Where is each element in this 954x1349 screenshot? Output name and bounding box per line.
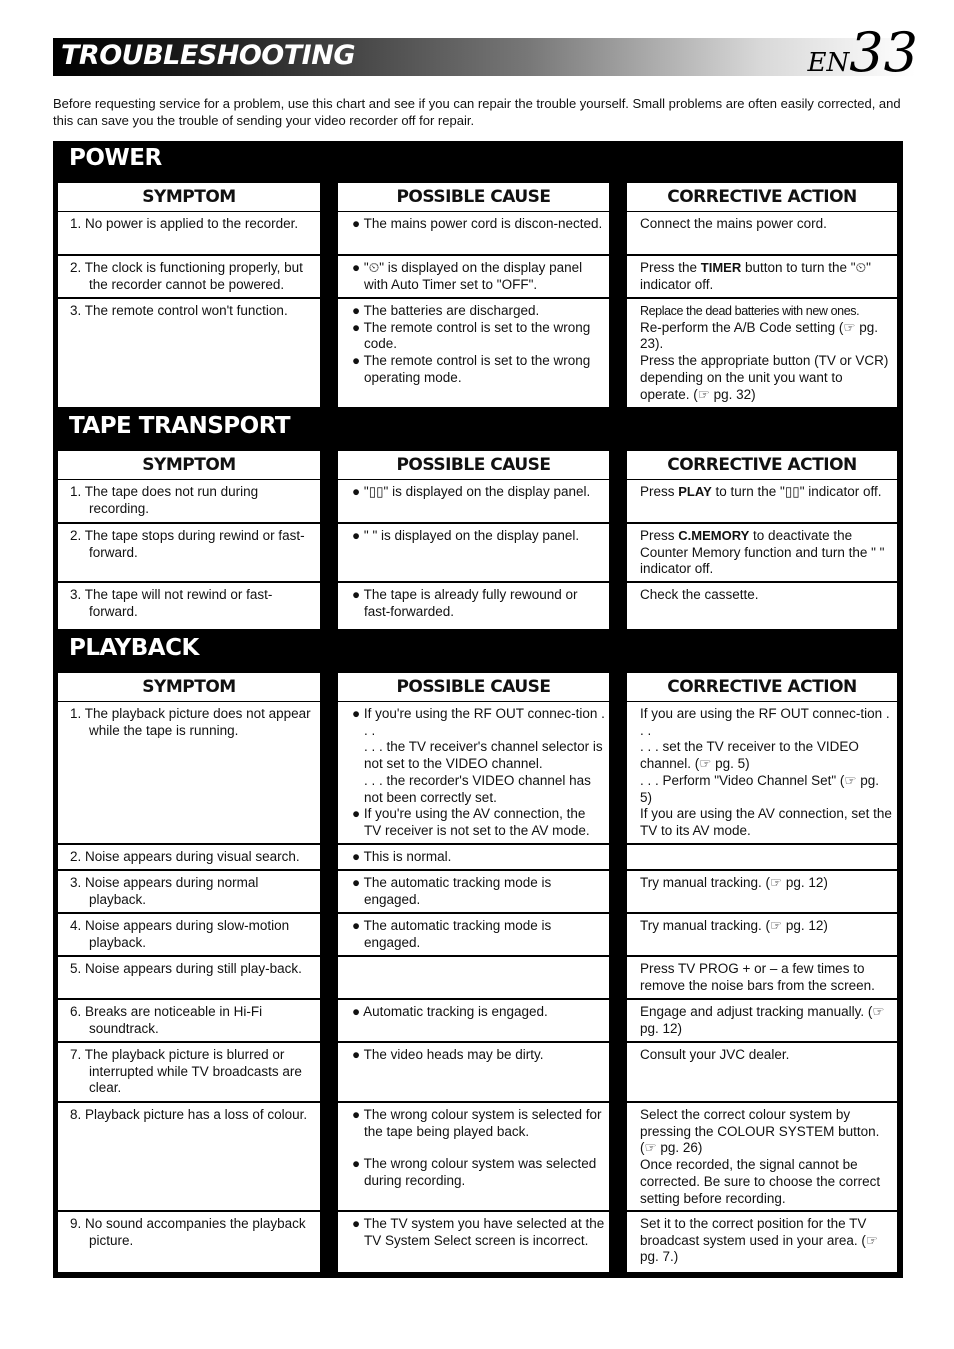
cause-bullet: ● The automatic tracking mode is engaged. bbox=[352, 918, 552, 950]
cause-bullet: ● "▯▯" is displayed on the display panel. bbox=[352, 484, 591, 499]
symptom-cell: 2. Noise appears during visual search. bbox=[58, 845, 320, 869]
cause-cell bbox=[338, 212, 609, 254]
symptom-cell: 2. The clock is functioning properly, but the recorder cannot be powered. bbox=[58, 256, 320, 297]
cause-cell bbox=[338, 256, 609, 297]
symptom-cell: 8. Playback picture has a loss of colour. bbox=[58, 1103, 320, 1210]
section-title-power: POWER bbox=[69, 145, 162, 171]
cause-cell bbox=[338, 1212, 609, 1272]
cause-column-header: POSSIBLE CAUSE bbox=[338, 451, 609, 479]
cause-spacer bbox=[338, 1140, 605, 1156]
symptom-cell: 3. The tape will not rewind or fast-forward. bbox=[58, 583, 320, 629]
cause-cell bbox=[338, 957, 609, 998]
cause-column-header: POSSIBLE CAUSE bbox=[338, 673, 609, 701]
action-text: Press bbox=[640, 528, 679, 543]
cause-column-header: POSSIBLE CAUSE bbox=[338, 183, 609, 211]
action-text: Try manual tracking. (☞ pg. 12) bbox=[640, 875, 828, 890]
symptom-column-header: SYMPTOM bbox=[58, 673, 320, 701]
cause-bullet: ● Automatic tracking is engaged. bbox=[352, 1004, 548, 1019]
action-key: PLAY bbox=[678, 484, 712, 499]
cause-bullet: ● The tape is already fully rewound or fast-forwarded. bbox=[352, 587, 578, 619]
action-cell bbox=[627, 1000, 897, 1041]
symptom-cell: 9. No sound accompanies the playback picture. bbox=[58, 1212, 320, 1272]
action-text: to turn the "▯▯" indicator off. bbox=[711, 484, 882, 499]
symptom-cell: 1. The tape does not run during recording. bbox=[58, 480, 320, 522]
action-text: Press bbox=[640, 484, 679, 499]
action-text: If you are using the RF OUT connec-tion . . . . . . set the TV receiver to the VIDEO channel. (☞ pg. 5) . . . Perform "Video Channel Set" (☞ pg. 5) If you are using the AV connection, set the TV to its AV mode. bbox=[640, 706, 892, 838]
action-cell bbox=[627, 583, 897, 629]
action-column-header: CORRECTIVE ACTION bbox=[627, 183, 897, 211]
cause-cell bbox=[338, 871, 609, 912]
action-text: Try manual tracking. (☞ pg. 12) bbox=[640, 918, 828, 933]
cause-cell bbox=[338, 1000, 609, 1041]
cause-bullet: ● The TV system you have selected at the TV System Select screen is incorrect. bbox=[352, 1216, 605, 1248]
action-text: Engage and adjust tracking manually. (☞ pg. 12) bbox=[640, 1004, 885, 1036]
symptom-cell: 1. No power is applied to the recorder. bbox=[58, 212, 320, 254]
cause-bullet: ● The remote control is set to the wrong code. bbox=[352, 319, 591, 352]
action-cell bbox=[627, 480, 897, 522]
cause-bullet: ● This is normal. bbox=[352, 849, 452, 864]
intro-text: Before requesting service for a problem, use this chart and see if you can repair the trouble yourself. Small problems are often easily corrected, and this can save you the trouble of sending your video recorder off for repair. bbox=[53, 96, 901, 128]
cause-bullet: ● The mains power cord is discon-nected. bbox=[352, 216, 603, 231]
action-text: Press TV PROG + or – a few times to remove the noise bars from the screen. bbox=[640, 961, 875, 993]
symptom-cell: 6. Breaks are noticeable in Hi-Fi soundtrack. bbox=[58, 1000, 320, 1041]
cause-cell bbox=[338, 583, 609, 629]
action-cell bbox=[627, 212, 897, 254]
section-title-playback: PLAYBACK bbox=[69, 635, 199, 661]
action-cell bbox=[627, 524, 897, 581]
section-title-tape-transport: TAPE TRANSPORT bbox=[69, 413, 291, 439]
action-text: Check the cassette. bbox=[640, 587, 759, 602]
cause-cell bbox=[338, 845, 609, 869]
action-cell bbox=[627, 1103, 897, 1210]
action-text: Set it to the correct position for the TV broadcast system used in your area. (☞ pg. 7.) bbox=[640, 1216, 878, 1265]
cause-cell bbox=[338, 1043, 609, 1101]
action-cell bbox=[627, 299, 897, 407]
cause-bullet: ● The wrong colour system was selected during recording. bbox=[352, 1156, 597, 1189]
symptom-cell: 5. Noise appears during still play-back. bbox=[58, 957, 320, 998]
cause-cell bbox=[338, 299, 609, 407]
action-line: Replace the dead batteries with new ones. bbox=[640, 304, 860, 318]
cause-cell bbox=[338, 524, 609, 581]
cause-bullet: ● The batteries are discharged. bbox=[352, 303, 540, 318]
action-cell bbox=[627, 845, 897, 869]
cause-cell bbox=[338, 1103, 609, 1210]
action-text: Consult your JVC dealer. bbox=[640, 1047, 790, 1062]
action-key: TIMER bbox=[700, 260, 742, 275]
symptom-column-header: SYMPTOM bbox=[58, 451, 320, 479]
action-key: C.MEMORY bbox=[678, 528, 750, 543]
cause-bullet: ● The remote control is set to the wrong operating mode. bbox=[352, 353, 591, 385]
symptom-cell: 7. The playback picture is blurred or interrupted while TV broadcasts are clear. bbox=[58, 1043, 320, 1101]
cause-bullet: ● " " is displayed on the display panel. bbox=[352, 528, 580, 543]
action-text: button to turn the "⏲" indicator off. bbox=[640, 260, 871, 292]
symptom-cell: 3. Noise appears during normal playback. bbox=[58, 871, 320, 912]
action-cell bbox=[627, 871, 897, 912]
symptom-cell: 2. The tape stops during rewind or fast-forward. bbox=[58, 524, 320, 581]
action-cell bbox=[627, 1212, 897, 1272]
symptom-column-header: SYMPTOM bbox=[58, 183, 320, 211]
action-cell bbox=[627, 1043, 897, 1101]
action-line: Press the appropriate button (TV or VCR) depending on the unit you want to operate. (☞ pg. 32) bbox=[640, 353, 889, 402]
action-column-header: CORRECTIVE ACTION bbox=[627, 451, 897, 479]
action-text: Connect the mains power cord. bbox=[640, 216, 827, 231]
action-line: Re-perform the A/B Code setting (☞ pg. 23). bbox=[640, 319, 878, 352]
cause-bullet: ● If you're using the AV connection, the TV receiver is not set to the AV mode. bbox=[352, 806, 590, 838]
action-text: Select the correct colour system by pressing the COLOUR SYSTEM button. (☞ pg. 26) Once recorded, the signal cannot be corrected. Be sure to choose the correct setting before recording. bbox=[640, 1107, 881, 1206]
cause-line: . . . the recorder's VIDEO channel has not been correctly set. bbox=[364, 772, 591, 805]
cause-bullet: ● If you're using the RF OUT connec-tion . . . bbox=[352, 706, 605, 738]
cause-cell bbox=[338, 702, 609, 843]
cause-cell bbox=[338, 480, 609, 522]
symptom-cell: 4. Noise appears during slow-motion playback. bbox=[58, 914, 320, 955]
symptom-cell: 3. The remote control won't function. bbox=[58, 299, 320, 407]
cause-cell bbox=[338, 914, 609, 955]
page-title: TROUBLESHOOTING bbox=[61, 40, 355, 71]
cause-bullet: ● The wrong colour system is selected for the tape being played back. bbox=[352, 1107, 602, 1139]
action-cell bbox=[627, 914, 897, 955]
action-text: Press the bbox=[640, 260, 701, 275]
action-cell bbox=[627, 957, 897, 998]
cause-bullet: ● The automatic tracking mode is engaged. bbox=[352, 875, 552, 907]
page-number-value: 33 bbox=[849, 21, 918, 84]
symptom-cell: 1. The playback picture does not appear while the tape is running. bbox=[58, 702, 320, 843]
action-text: to deactivate the Counter Memory function and turn the " " indicator off. bbox=[640, 528, 885, 577]
language-label: EN bbox=[807, 48, 850, 78]
action-column-header: CORRECTIVE ACTION bbox=[627, 673, 897, 701]
cause-bullet: ● The video heads may be dirty. bbox=[352, 1047, 544, 1062]
header-bar bbox=[53, 38, 915, 76]
cause-line: . . . the TV receiver's channel selector is not set to the VIDEO channel. bbox=[364, 739, 603, 772]
action-cell bbox=[627, 256, 897, 297]
action-cell bbox=[627, 702, 897, 843]
page-number bbox=[807, 21, 918, 84]
cause-bullet: ● "⏲" is displayed on the display panel with Auto Timer set to "OFF". bbox=[352, 260, 583, 292]
